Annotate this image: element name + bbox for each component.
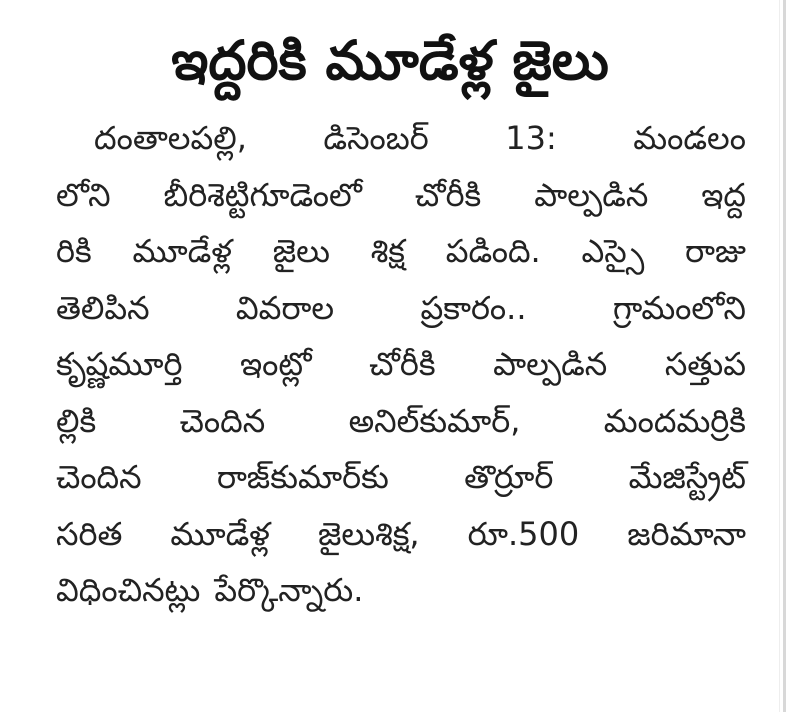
article-word: జరిమానా — [627, 514, 746, 553]
article-word: రాజ్‌కుమార్‌కు — [216, 458, 389, 496]
article-word: గ్రామంలోని — [612, 288, 746, 327]
article-word: రికి — [56, 232, 92, 270]
article-word: పేర్కొన్నారు. — [214, 571, 364, 609]
article-line-3 — [56, 223, 746, 280]
article-word: ఇద్ద — [701, 175, 746, 214]
article-word: 13: — [505, 119, 557, 157]
article-word: మూడేళ్ల — [170, 514, 270, 553]
article-word: తెలిపిన — [56, 288, 150, 327]
article-word: కృష్ణమూర్తి — [56, 345, 183, 383]
article-line-7 — [56, 449, 746, 506]
article-word: ఎస్సై — [581, 232, 645, 270]
article-body — [56, 110, 746, 619]
article-word: డిసెంబర్ — [323, 119, 429, 157]
article-word: మూడేళ్ల — [132, 232, 233, 270]
article-headline: ఇద్దరికి మూడేళ్ల జైలు — [171, 29, 609, 92]
article-word: జైలుశిక్ష, — [317, 514, 420, 553]
article-word: సత్తుప — [664, 345, 746, 383]
article-line-6 — [56, 393, 746, 450]
article-word: ల్లికి — [56, 401, 97, 440]
article-word: మందమర్రికి — [603, 401, 746, 440]
article-word: వివరాల — [235, 288, 335, 327]
article-word: ఇంట్లో — [240, 345, 312, 383]
article-word: లోని — [56, 175, 111, 214]
article-word: రాజు — [685, 232, 746, 270]
article-word: పాల్పడిన — [493, 345, 608, 383]
article-word: అనిల్‌కుమార్, — [348, 401, 521, 440]
article-word: చోరీకి — [369, 345, 436, 383]
article-line-1 — [56, 110, 746, 167]
article-word: బీరిశెట్టిగూడెంలో — [163, 175, 362, 214]
article-word: తొర్రూర్ — [464, 458, 554, 496]
article-line-4 — [56, 280, 746, 337]
article-word: జైలు — [272, 232, 330, 270]
article-word: ప్రకారం.. — [420, 288, 527, 327]
article-line-5 — [56, 336, 746, 393]
article-word: పాల్పడిన — [534, 175, 649, 214]
article-line-8 — [56, 506, 746, 563]
article-word: సరిత — [56, 514, 123, 553]
article-line-9 — [56, 562, 746, 619]
article-line-2 — [56, 167, 746, 224]
article-word: చోరీకి — [414, 175, 482, 214]
article-word: చెందిన — [56, 458, 142, 496]
column-divider — [783, 0, 786, 712]
article-word: విధించినట్లు — [56, 571, 201, 609]
article-word: రూ.500 — [467, 514, 580, 553]
article-word: చెందిన — [179, 401, 266, 440]
article-word: మండలం — [633, 119, 746, 157]
article-word: శిక్ష — [370, 232, 406, 270]
article-word: పడింది. — [445, 232, 541, 270]
next-article-heading-cropped — [270, 690, 600, 712]
article-word: దంతాలపల్లి, — [94, 119, 247, 157]
column-divider-inner — [779, 0, 780, 712]
article-word: మేజిస్ట్రేట్ — [628, 458, 746, 496]
